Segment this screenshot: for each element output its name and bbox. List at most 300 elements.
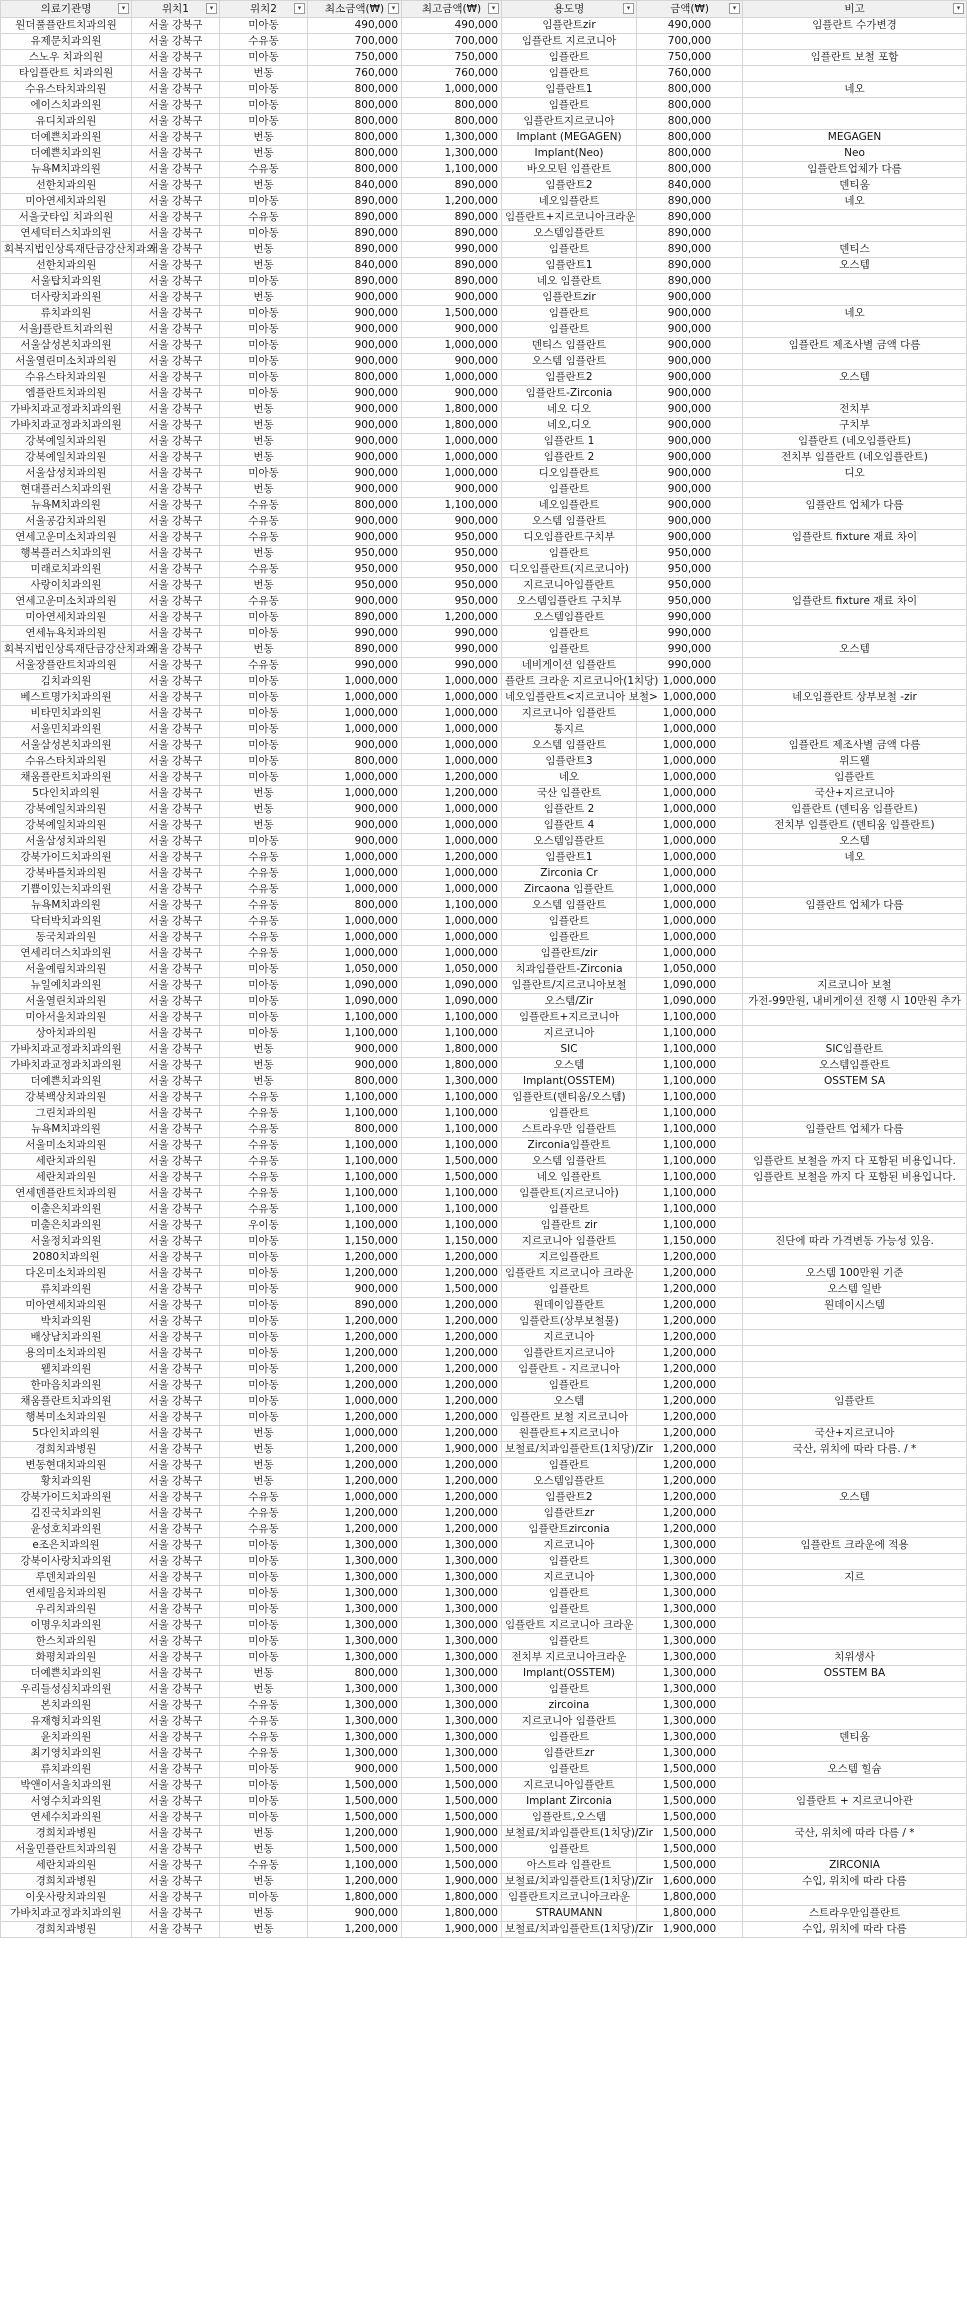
price-cell[interactable]: 1,600,000 (637, 1874, 743, 1890)
max-price-cell[interactable]: 1,200,000 (402, 1346, 502, 1362)
location1-cell[interactable]: 서울 강북구 (132, 1122, 220, 1138)
price-cell[interactable]: 1,100,000 (637, 1074, 743, 1090)
note-cell[interactable] (743, 1138, 967, 1154)
note-cell[interactable]: 임플란트 보철 포함 (743, 50, 967, 66)
location2-cell[interactable]: 수유동 (220, 930, 308, 946)
location1-cell[interactable]: 서울 강북구 (132, 594, 220, 610)
location1-cell[interactable]: 서울 강북구 (132, 114, 220, 130)
price-cell[interactable]: 1,100,000 (637, 1122, 743, 1138)
max-price-cell[interactable]: 900,000 (402, 354, 502, 370)
note-cell[interactable] (743, 514, 967, 530)
min-price-cell[interactable]: 890,000 (308, 642, 402, 658)
location2-cell[interactable]: 미아동 (220, 706, 308, 722)
min-price-cell[interactable]: 1,000,000 (308, 866, 402, 882)
max-price-cell[interactable]: 1,300,000 (402, 1602, 502, 1618)
location1-cell[interactable]: 서울 강북구 (132, 1522, 220, 1538)
location1-cell[interactable]: 서울 강북구 (132, 1298, 220, 1314)
usage-name-cell[interactable]: 오스템/Zir (502, 994, 637, 1010)
max-price-cell[interactable]: 1,200,000 (402, 1362, 502, 1378)
location2-cell[interactable]: 미아동 (220, 1266, 308, 1282)
min-price-cell[interactable]: 1,000,000 (308, 706, 402, 722)
note-cell[interactable]: 네오 (743, 82, 967, 98)
min-price-cell[interactable]: 900,000 (308, 482, 402, 498)
min-price-cell[interactable]: 890,000 (308, 242, 402, 258)
price-cell[interactable]: 900,000 (637, 322, 743, 338)
max-price-cell[interactable]: 1,200,000 (402, 610, 502, 626)
min-price-cell[interactable]: 1,100,000 (308, 1170, 402, 1186)
min-price-cell[interactable]: 800,000 (308, 114, 402, 130)
hospital-name-cell[interactable]: 가바치과교정과치과의원 (1, 418, 132, 434)
note-cell[interactable]: Neo (743, 146, 967, 162)
note-cell[interactable]: 임플란트업체가 다름 (743, 162, 967, 178)
hospital-name-cell[interactable]: 배상남치과의원 (1, 1330, 132, 1346)
hospital-name-cell[interactable]: 서울삼성본치과의원 (1, 738, 132, 754)
usage-name-cell[interactable]: 오스템임플란트 구치부 (502, 594, 637, 610)
max-price-cell[interactable]: 750,000 (402, 50, 502, 66)
usage-name-cell[interactable]: 지르코니아 (502, 1026, 637, 1042)
min-price-cell[interactable]: 900,000 (308, 354, 402, 370)
max-price-cell[interactable]: 950,000 (402, 594, 502, 610)
note-cell[interactable]: 네오 (743, 850, 967, 866)
hospital-name-cell[interactable]: 2080치과의원 (1, 1250, 132, 1266)
max-price-cell[interactable]: 1,300,000 (402, 1074, 502, 1090)
min-price-cell[interactable]: 890,000 (308, 194, 402, 210)
usage-name-cell[interactable]: 임플란트zr (502, 1746, 637, 1762)
location2-cell[interactable]: 미아동 (220, 1234, 308, 1250)
location1-cell[interactable]: 서울 강북구 (132, 1874, 220, 1890)
hospital-name-cell[interactable]: 유제문치과의원 (1, 34, 132, 50)
price-cell[interactable]: 1,500,000 (637, 1842, 743, 1858)
hospital-name-cell[interactable]: 이출은치과의원 (1, 1202, 132, 1218)
usage-name-cell[interactable]: 원플란트+지르코니아 (502, 1426, 637, 1442)
location2-cell[interactable]: 번동 (220, 434, 308, 450)
note-cell[interactable]: 임플란트 보철을 까지 다 포함된 비용입니다. (743, 1154, 967, 1170)
min-price-cell[interactable]: 1,300,000 (308, 1682, 402, 1698)
price-cell[interactable]: 1,090,000 (637, 978, 743, 994)
usage-name-cell[interactable]: 임플란트1 (502, 850, 637, 866)
min-price-cell[interactable]: 1,000,000 (308, 1394, 402, 1410)
price-cell[interactable]: 1,200,000 (637, 1362, 743, 1378)
location2-cell[interactable]: 미아동 (220, 1602, 308, 1618)
min-price-cell[interactable]: 800,000 (308, 1122, 402, 1138)
max-price-cell[interactable]: 990,000 (402, 626, 502, 642)
usage-name-cell[interactable]: 임플란트+지르코니아 (502, 1010, 637, 1026)
hospital-name-cell[interactable]: 수유스타치과의원 (1, 754, 132, 770)
usage-name-cell[interactable]: 임플란트1 (502, 82, 637, 98)
note-cell[interactable]: 임플란트 (덴티움 임플란트) (743, 802, 967, 818)
min-price-cell[interactable]: 1,300,000 (308, 1746, 402, 1762)
max-price-cell[interactable]: 1,150,000 (402, 1234, 502, 1250)
note-cell[interactable]: 임플란트 업체가 다름 (743, 898, 967, 914)
usage-name-cell[interactable]: 임플란트 (502, 1730, 637, 1746)
usage-name-cell[interactable]: 원데이임플란트 (502, 1298, 637, 1314)
price-cell[interactable]: 900,000 (637, 354, 743, 370)
usage-name-cell[interactable]: 임플란트 (502, 914, 637, 930)
price-cell[interactable]: 1,300,000 (637, 1666, 743, 1682)
min-price-cell[interactable]: 1,200,000 (308, 1458, 402, 1474)
price-cell[interactable]: 1,100,000 (637, 1202, 743, 1218)
min-price-cell[interactable]: 1,000,000 (308, 946, 402, 962)
location1-cell[interactable]: 서울 강북구 (132, 1154, 220, 1170)
hospital-name-cell[interactable]: 경희치과병원 (1, 1874, 132, 1890)
max-price-cell[interactable]: 1,000,000 (402, 450, 502, 466)
location2-cell[interactable]: 수유동 (220, 1090, 308, 1106)
hospital-name-cell[interactable]: 유디치과의원 (1, 114, 132, 130)
location2-cell[interactable]: 수유동 (220, 1186, 308, 1202)
hospital-name-cell[interactable]: 우리치과의원 (1, 1602, 132, 1618)
location2-cell[interactable]: 미아동 (220, 1538, 308, 1554)
note-cell[interactable]: 오스템 (743, 370, 967, 386)
usage-name-cell[interactable]: 디오임플란트 (502, 466, 637, 482)
usage-name-cell[interactable]: 임플란트zir (502, 18, 637, 34)
location1-cell[interactable]: 서울 강북구 (132, 578, 220, 594)
hospital-name-cell[interactable]: 황치과의원 (1, 1474, 132, 1490)
min-price-cell[interactable]: 1,300,000 (308, 1538, 402, 1554)
note-cell[interactable]: 임플란트 수가변경 (743, 18, 967, 34)
location1-cell[interactable]: 서울 강북구 (132, 1074, 220, 1090)
note-cell[interactable] (743, 482, 967, 498)
hospital-name-cell[interactable]: 미아연세치과의원 (1, 194, 132, 210)
max-price-cell[interactable]: 1,000,000 (402, 466, 502, 482)
min-price-cell[interactable]: 1,200,000 (308, 1474, 402, 1490)
hospital-name-cell[interactable]: 더예쁜치과의원 (1, 146, 132, 162)
price-cell[interactable]: 1,100,000 (637, 1010, 743, 1026)
price-header[interactable] (637, 1, 743, 18)
location2-cell[interactable]: 수유동 (220, 866, 308, 882)
price-cell[interactable]: 490,000 (637, 18, 743, 34)
hospital-name-cell[interactable]: 뉴욕M치과의원 (1, 898, 132, 914)
max-price-cell[interactable]: 890,000 (402, 178, 502, 194)
price-cell[interactable]: 1,200,000 (637, 1378, 743, 1394)
note-cell[interactable] (743, 1618, 967, 1634)
min-price-cell[interactable]: 990,000 (308, 658, 402, 674)
usage-name-cell[interactable]: Implant Zirconia (502, 1794, 637, 1810)
max-price-cell[interactable]: 1,800,000 (402, 1058, 502, 1074)
location1-cell[interactable]: 서울 강북구 (132, 450, 220, 466)
hospital-name-cell[interactable]: 강북가이드치과의원 (1, 850, 132, 866)
usage-name-cell[interactable]: 임플란트+지르코니아크라운 (502, 210, 637, 226)
max-price-cell[interactable]: 1,200,000 (402, 1426, 502, 1442)
note-cell[interactable] (743, 1026, 967, 1042)
min-price-cell[interactable]: 1,500,000 (308, 1810, 402, 1826)
location2-cell[interactable]: 미아동 (220, 754, 308, 770)
price-cell[interactable]: 1,100,000 (637, 1026, 743, 1042)
location2-cell[interactable]: 미아동 (220, 978, 308, 994)
usage-name-cell[interactable]: 네비게이션 임플란트 (502, 658, 637, 674)
usage-name-cell[interactable]: 네오,디오 (502, 418, 637, 434)
hospital-name-cell[interactable]: 서울정치과의원 (1, 1234, 132, 1250)
location2-cell[interactable]: 미아동 (220, 1378, 308, 1394)
note-cell[interactable] (743, 1474, 967, 1490)
price-cell[interactable]: 1,200,000 (637, 1474, 743, 1490)
min-price-cell[interactable]: 950,000 (308, 562, 402, 578)
usage-name-cell[interactable]: Implant(Neo) (502, 146, 637, 162)
max-price-cell[interactable]: 1,500,000 (402, 1762, 502, 1778)
max-price-cell[interactable]: 1,000,000 (402, 818, 502, 834)
location1-cell[interactable]: 서울 강북구 (132, 818, 220, 834)
hospital-name-cell[interactable]: 용의미소치과의원 (1, 1346, 132, 1362)
max-price-cell[interactable]: 1,200,000 (402, 1298, 502, 1314)
note-cell[interactable] (743, 962, 967, 978)
max-price-cell[interactable]: 990,000 (402, 658, 502, 674)
price-cell[interactable]: 1,300,000 (637, 1602, 743, 1618)
min-price-cell[interactable]: 490,000 (308, 18, 402, 34)
note-cell[interactable]: 임플란트 fixture 재료 차이 (743, 594, 967, 610)
price-cell[interactable]: 1,000,000 (637, 946, 743, 962)
note-cell[interactable]: 오스템 (743, 642, 967, 658)
location1-cell[interactable]: 서울 강북구 (132, 1362, 220, 1378)
usage-name-cell[interactable]: 임플란트 (502, 546, 637, 562)
note-cell[interactable] (743, 674, 967, 690)
location1-cell[interactable]: 서울 강북구 (132, 1282, 220, 1298)
min-price-cell[interactable]: 1,000,000 (308, 674, 402, 690)
min-price-cell[interactable]: 1,300,000 (308, 1714, 402, 1730)
location1-cell[interactable]: 서울 강북구 (132, 1778, 220, 1794)
max-price-cell[interactable]: 1,500,000 (402, 1842, 502, 1858)
min-price-cell[interactable]: 1,150,000 (308, 1234, 402, 1250)
location2-cell[interactable]: 미아동 (220, 1890, 308, 1906)
note-cell[interactable] (743, 1890, 967, 1906)
usage-name-cell[interactable]: 오스템 임플란트 (502, 354, 637, 370)
location1-cell[interactable]: 서울 강북구 (132, 1714, 220, 1730)
min-price-cell[interactable]: 800,000 (308, 498, 402, 514)
location2-cell[interactable]: 수유동 (220, 514, 308, 530)
location2-cell[interactable]: 수유동 (220, 1730, 308, 1746)
usage-name-cell[interactable]: 임플란트 (502, 1634, 637, 1650)
location2-cell[interactable]: 번동 (220, 1474, 308, 1490)
hospital-name-cell[interactable]: 윤치과의원 (1, 1730, 132, 1746)
usage-name-cell[interactable]: 임플란트(상부보철물) (502, 1314, 637, 1330)
max-price-cell[interactable]: 1,300,000 (402, 1538, 502, 1554)
hospital-name-cell[interactable]: 윤성호치과의원 (1, 1522, 132, 1538)
usage-name-cell[interactable]: 임플란트2 (502, 370, 637, 386)
note-cell[interactable]: OSSTEM SA (743, 1074, 967, 1090)
location1-cell[interactable]: 서울 강북구 (132, 34, 220, 50)
max-price-cell[interactable]: 1,100,000 (402, 1186, 502, 1202)
price-cell[interactable]: 1,300,000 (637, 1586, 743, 1602)
location2-cell[interactable]: 번동 (220, 1666, 308, 1682)
min-price-cell[interactable]: 1,300,000 (308, 1586, 402, 1602)
location2-cell[interactable]: 번동 (220, 1442, 308, 1458)
max-price-cell[interactable]: 1,500,000 (402, 1778, 502, 1794)
note-cell[interactable] (743, 1506, 967, 1522)
location2-cell[interactable]: 번동 (220, 1842, 308, 1858)
min-price-cell[interactable]: 1,000,000 (308, 770, 402, 786)
note-cell[interactable]: 임플란트 fixture 재료 차이 (743, 530, 967, 546)
location2-cell[interactable]: 수유동 (220, 1122, 308, 1138)
min-price-cell[interactable]: 900,000 (308, 402, 402, 418)
note-cell[interactable] (743, 1554, 967, 1570)
location2-cell[interactable]: 번동 (220, 1458, 308, 1474)
location1-cell[interactable]: 서울 강북구 (132, 674, 220, 690)
location1-cell[interactable]: 서울 강북구 (132, 1666, 220, 1682)
usage-name-cell[interactable]: 네오 (502, 770, 637, 786)
note-cell[interactable]: 임플란트 업체가 다름 (743, 498, 967, 514)
hospital-name-cell[interactable]: 가바치과교정과치과의원 (1, 1042, 132, 1058)
hospital-name-cell[interactable]: 우리들성심치과의원 (1, 1682, 132, 1698)
max-price-cell[interactable]: 1,000,000 (402, 946, 502, 962)
note-cell[interactable] (743, 946, 967, 962)
usage-name-cell[interactable]: 오스템 임플란트 (502, 898, 637, 914)
hospital-name-cell[interactable]: 강북백상치과의원 (1, 1090, 132, 1106)
usage-name-cell[interactable]: 임플란트2 (502, 1490, 637, 1506)
min-price-cell[interactable]: 1,500,000 (308, 1778, 402, 1794)
min-price-cell[interactable]: 1,200,000 (308, 1266, 402, 1282)
min-price-cell[interactable]: 890,000 (308, 210, 402, 226)
usage-name-cell[interactable]: 임플란트(지르코니아) (502, 1186, 637, 1202)
location1-cell[interactable]: 서울 강북구 (132, 434, 220, 450)
max-price-cell[interactable]: 1,300,000 (402, 130, 502, 146)
location2-cell[interactable]: 미아동 (220, 226, 308, 242)
note-cell[interactable] (743, 1458, 967, 1474)
usage-name-cell[interactable]: 임플란트 보철 지르코니아 (502, 1410, 637, 1426)
filter-dropdown-icon[interactable]: ▾ (118, 3, 129, 14)
location2-cell[interactable]: 미아동 (220, 1794, 308, 1810)
price-cell[interactable]: 1,200,000 (637, 1506, 743, 1522)
location1-cell[interactable]: 서울 강북구 (132, 146, 220, 162)
price-cell[interactable]: 1,150,000 (637, 1234, 743, 1250)
price-cell[interactable]: 1,100,000 (637, 1090, 743, 1106)
hospital-name-cell[interactable]: 류치과의원 (1, 306, 132, 322)
location1-cell[interactable]: 서울 강북구 (132, 1826, 220, 1842)
price-cell[interactable]: 1,200,000 (637, 1314, 743, 1330)
location1-cell[interactable]: 서울 강북구 (132, 882, 220, 898)
location1-cell[interactable]: 서울 강북구 (132, 1618, 220, 1634)
price-cell[interactable]: 1,000,000 (637, 898, 743, 914)
location1-cell[interactable]: 서울 강북구 (132, 498, 220, 514)
hospital-name-cell[interactable]: 강북예일치과의원 (1, 434, 132, 450)
min-price-cell[interactable]: 1,000,000 (308, 850, 402, 866)
price-cell[interactable]: 1,800,000 (637, 1890, 743, 1906)
usage-name-cell[interactable]: 임플란트 지르코니아 (502, 34, 637, 50)
hospital-name-cell[interactable]: 서울열린미소치과의원 (1, 354, 132, 370)
usage-name-cell[interactable]: 지르코니아 (502, 1330, 637, 1346)
max-price-cell[interactable]: 990,000 (402, 642, 502, 658)
max-price-cell[interactable]: 900,000 (402, 290, 502, 306)
location1-cell[interactable]: 서울 강북구 (132, 1218, 220, 1234)
hospital-name-cell[interactable]: 선한치과의원 (1, 178, 132, 194)
location2-cell[interactable]: 번동 (220, 642, 308, 658)
max-price-cell[interactable]: 1,200,000 (402, 1458, 502, 1474)
usage-name-cell[interactable]: 디오임플란트(지르코니아) (502, 562, 637, 578)
price-cell[interactable]: 1,300,000 (637, 1650, 743, 1666)
price-cell[interactable]: 900,000 (637, 338, 743, 354)
note-cell[interactable]: 임플란트 제조사별 금액 다름 (743, 738, 967, 754)
usage-name-cell[interactable]: 지르코니아 임플란트 (502, 1234, 637, 1250)
note-cell[interactable]: 덴티움 (743, 1730, 967, 1746)
note-cell[interactable] (743, 930, 967, 946)
hospital-name-cell[interactable]: 변동현대치과의원 (1, 1458, 132, 1474)
note-cell[interactable]: 네오 (743, 194, 967, 210)
price-cell[interactable]: 1,500,000 (637, 1826, 743, 1842)
price-cell[interactable]: 1,000,000 (637, 834, 743, 850)
location1-cell[interactable]: 서울 강북구 (132, 482, 220, 498)
price-cell[interactable]: 1,000,000 (637, 930, 743, 946)
price-cell[interactable]: 800,000 (637, 114, 743, 130)
note-cell[interactable] (743, 290, 967, 306)
location2-cell[interactable]: 번동 (220, 258, 308, 274)
location1-cell[interactable]: 서울 강북구 (132, 530, 220, 546)
location2-cell[interactable]: 미아동 (220, 322, 308, 338)
hospital-name-cell[interactable]: 한스치과의원 (1, 1634, 132, 1650)
min-price-cell[interactable]: 1,200,000 (308, 1826, 402, 1842)
note-cell[interactable] (743, 1714, 967, 1730)
max-price-cell[interactable]: 890,000 (402, 274, 502, 290)
hospital-name-cell[interactable]: 연세수치과의원 (1, 1810, 132, 1826)
min-price-cell[interactable]: 1,200,000 (308, 1922, 402, 1938)
location1-header[interactable] (132, 1, 220, 18)
price-cell[interactable]: 1,000,000 (637, 850, 743, 866)
location1-cell[interactable]: 서울 강북구 (132, 1794, 220, 1810)
location2-cell[interactable]: 미아동 (220, 50, 308, 66)
max-price-cell[interactable]: 1,300,000 (402, 1730, 502, 1746)
location1-cell[interactable]: 서울 강북구 (132, 1490, 220, 1506)
hospital-name-cell[interactable]: 박앤이서울치과의원 (1, 1778, 132, 1794)
usage-name-cell[interactable]: 임플란트 (502, 66, 637, 82)
usage-name-cell[interactable]: 임플란트 (502, 930, 637, 946)
location1-cell[interactable]: 서울 강북구 (132, 866, 220, 882)
hospital-name-cell[interactable]: 동국치과의원 (1, 930, 132, 946)
min-price-cell[interactable]: 1,200,000 (308, 1378, 402, 1394)
hospital-name-cell[interactable]: 서울J플란트치과의원 (1, 322, 132, 338)
note-cell[interactable]: 오스템 (743, 258, 967, 274)
min-price-cell[interactable]: 700,000 (308, 34, 402, 50)
location1-cell[interactable]: 서울 강북구 (132, 1538, 220, 1554)
hospital-name-cell[interactable]: 미아서울치과의원 (1, 1010, 132, 1026)
location1-cell[interactable]: 서울 강북구 (132, 1634, 220, 1650)
location1-cell[interactable]: 서울 강북구 (132, 738, 220, 754)
price-cell[interactable]: 900,000 (637, 530, 743, 546)
max-price-cell[interactable]: 1,300,000 (402, 1570, 502, 1586)
location1-cell[interactable]: 서울 강북구 (132, 1138, 220, 1154)
max-price-cell[interactable]: 1,200,000 (402, 1490, 502, 1506)
price-cell[interactable]: 900,000 (637, 402, 743, 418)
max-price-cell[interactable]: 1,300,000 (402, 1554, 502, 1570)
location2-cell[interactable]: 미아동 (220, 674, 308, 690)
min-price-cell[interactable]: 1,090,000 (308, 994, 402, 1010)
location1-cell[interactable]: 서울 강북구 (132, 1730, 220, 1746)
price-cell[interactable]: 800,000 (637, 130, 743, 146)
usage-name-cell[interactable]: 스트라우만 임플란트 (502, 1122, 637, 1138)
location2-cell[interactable]: 수유동 (220, 1138, 308, 1154)
hospital-name-cell[interactable]: 연세고운미소치과의원 (1, 594, 132, 610)
hospital-name-cell[interactable]: 닥터박치과의원 (1, 914, 132, 930)
note-cell[interactable]: 원데이시스템 (743, 1298, 967, 1314)
location1-cell[interactable]: 서울 강북구 (132, 418, 220, 434)
max-price-cell[interactable]: 1,500,000 (402, 1282, 502, 1298)
min-price-cell[interactable]: 1,200,000 (308, 1410, 402, 1426)
location2-cell[interactable]: 수유동 (220, 498, 308, 514)
max-price-cell[interactable]: 1,500,000 (402, 1810, 502, 1826)
min-price-cell[interactable]: 1,000,000 (308, 1490, 402, 1506)
price-cell[interactable]: 1,300,000 (637, 1746, 743, 1762)
location2-cell[interactable]: 수유동 (220, 898, 308, 914)
location1-cell[interactable]: 서울 강북구 (132, 722, 220, 738)
location1-cell[interactable]: 서울 강북구 (132, 994, 220, 1010)
min-price-cell[interactable]: 800,000 (308, 1666, 402, 1682)
price-cell[interactable]: 1,100,000 (637, 1058, 743, 1074)
usage-name-cell[interactable]: 임플란트 (502, 1554, 637, 1570)
usage-name-cell[interactable]: 임플란트2 (502, 178, 637, 194)
max-price-cell[interactable]: 1,300,000 (402, 1714, 502, 1730)
usage-name-cell[interactable]: 임플란트 - 지르코니아 (502, 1362, 637, 1378)
usage-name-cell[interactable]: 임플란트 (502, 98, 637, 114)
max-price-cell[interactable]: 1,300,000 (402, 1618, 502, 1634)
max-price-cell[interactable]: 950,000 (402, 530, 502, 546)
note-cell[interactable] (743, 1602, 967, 1618)
location1-cell[interactable]: 서울 강북구 (132, 962, 220, 978)
location1-cell[interactable]: 서울 강북구 (132, 130, 220, 146)
